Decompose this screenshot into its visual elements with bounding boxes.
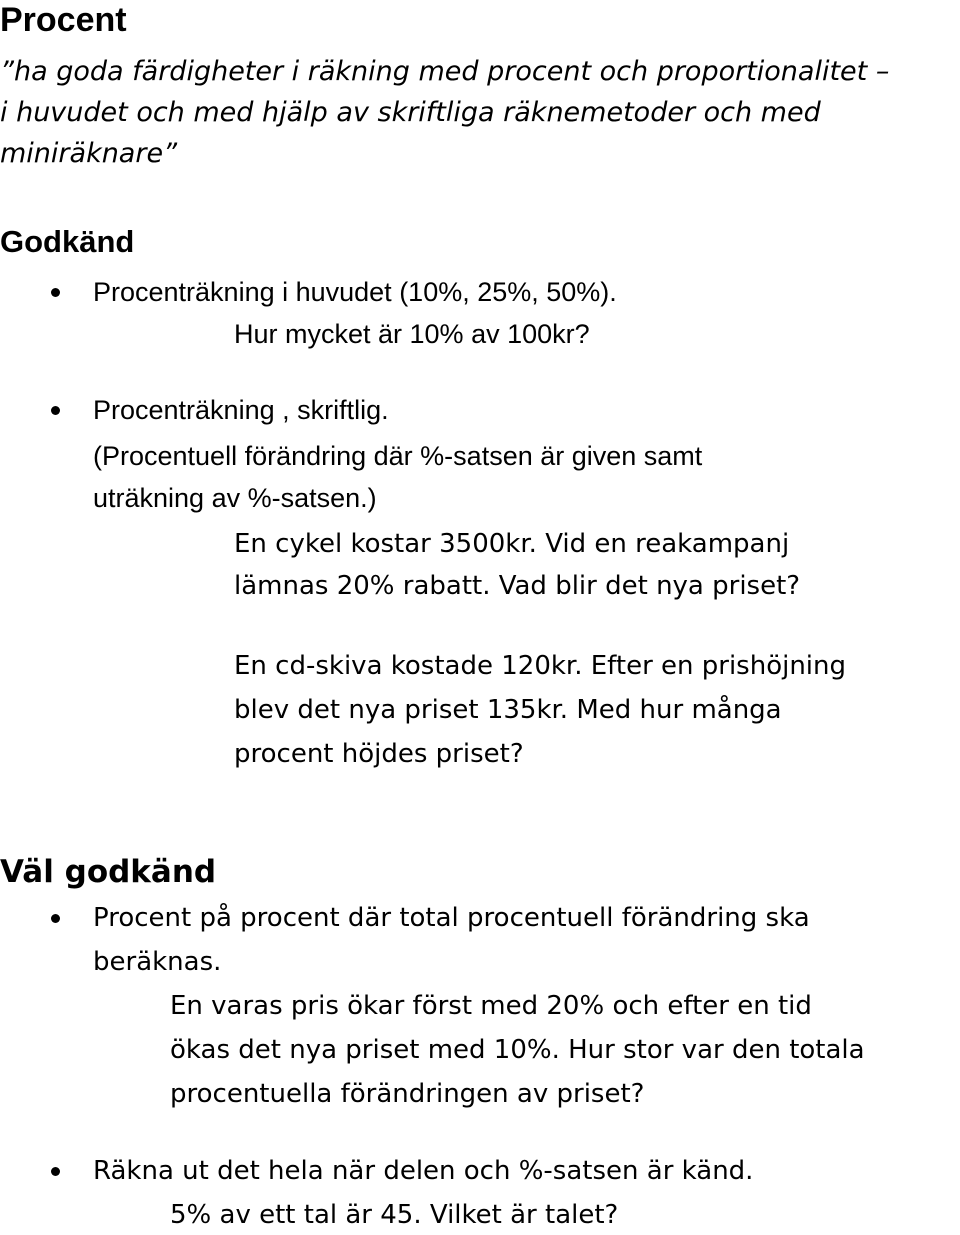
item-text: uträkning av %-satsen.) [93,483,377,513]
item-text: Procent på procent där total procentuell förändring ska [93,903,810,933]
intro-line: i huvudet och med hjälp av skriftliga räknemetoder och med [0,97,821,128]
intro-line: ”ha goda färdigheter i räkning med procent och proportionalitet – [0,56,890,87]
page-title: Procent [0,1,127,39]
example-text: En varas pris ökar först med 20% och efter en tid [170,991,812,1021]
item-text: Räkna ut det hela när delen och %-satsen är känd. [93,1156,754,1186]
example-text: En cykel kostar 3500kr. Vid en reakampanj [234,529,790,559]
bullet-icon [51,1167,60,1176]
item-text: Procenträkning , skriftlig. [93,395,389,425]
section-heading: Godkänd [0,224,135,259]
bullet-icon [51,288,60,297]
example-text: 5% av ett tal är 45. Vilket är talet? [170,1200,619,1230]
example-text: procent höjdes priset? [234,739,524,769]
item-text: beräknas. [93,947,222,977]
example-text: Hur mycket är 10% av 100kr? [234,319,590,349]
example-text: ökas det nya priset med 10%. Hur stor var den totala [170,1035,865,1065]
example-text: procentuella förändringen av priset? [170,1079,645,1109]
section-heading: Väl godkänd [0,854,217,890]
item-text: Procenträkning i huvudet (10%, 25%, 50%). [93,277,617,307]
bullet-icon [51,406,60,415]
example-text: En cd-skiva kostade 120kr. Efter en prishöjning [234,651,847,681]
intro-line: miniräknare” [0,138,178,169]
item-text: (Procentuell förändring där %-satsen är given samt [93,441,703,471]
example-text: blev det nya priset 135kr. Med hur många [234,695,782,725]
example-text: lämnas 20% rabatt. Vad blir det nya priset? [234,571,801,601]
bullet-icon [51,914,60,923]
